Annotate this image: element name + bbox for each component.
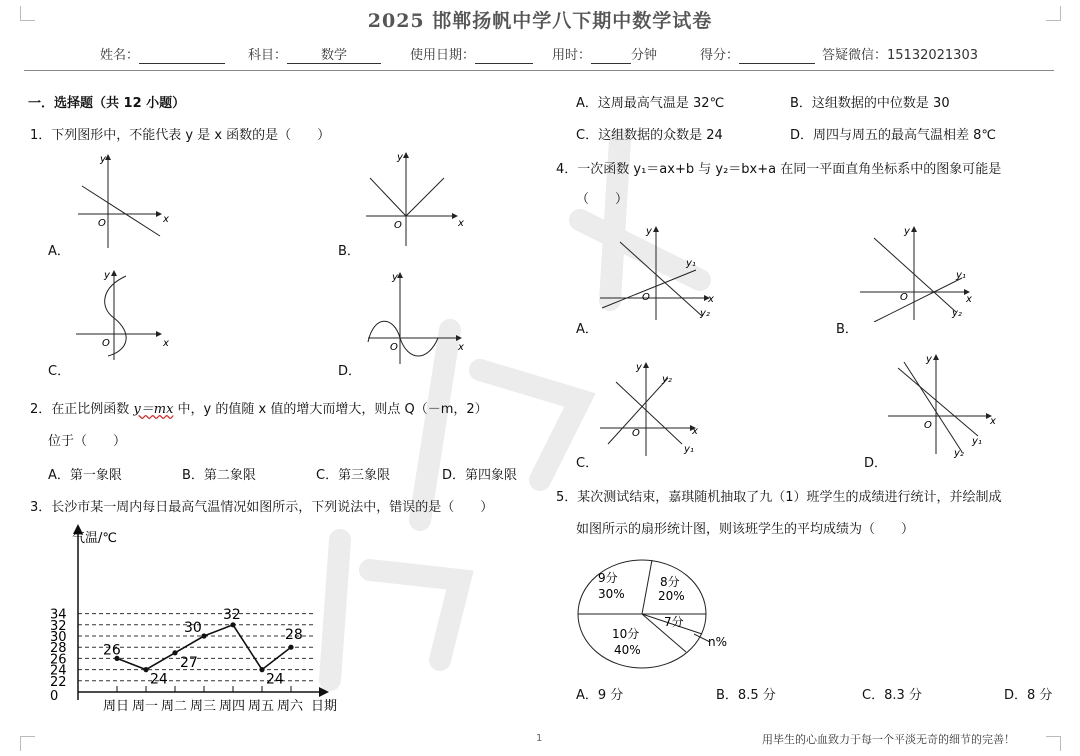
chart-x-tick-label: 周四: [219, 699, 246, 714]
q1a-y-label: y: [100, 154, 106, 165]
q4a-y2-label: y₂: [700, 308, 710, 319]
q2-option-d[interactable]: D．第四象限: [442, 468, 518, 483]
q4c-origin-label: O: [632, 428, 640, 439]
pie-pct-8: 20%: [658, 589, 685, 603]
q4a-y1-label: y₁: [686, 258, 696, 269]
q1-graph-a: [70, 150, 170, 250]
q2-formula: y＝mx: [133, 402, 174, 417]
q4b-y1-label: y₁: [956, 270, 966, 281]
pie-label-8: 8分: [660, 575, 680, 589]
corner-mark-bl: [20, 736, 35, 751]
chart-data-point: [172, 650, 177, 655]
chart-data-label: 28: [285, 627, 303, 644]
date-field: [410, 44, 533, 64]
chart-x-tick-label: 周一: [132, 699, 159, 714]
q4d-x-label: x: [990, 416, 996, 427]
q1a-x-label: x: [163, 214, 169, 225]
pie-pct-10: 40%: [614, 643, 641, 657]
q4c-y-label: y: [636, 362, 642, 373]
q1-graph-b: [360, 148, 470, 248]
q4b-y-label: y: [904, 226, 910, 237]
footer-motto: 用毕生的心血致力于每一个平淡无奇的细节的完善！: [762, 733, 1015, 746]
q4-option-a[interactable]: A．: [576, 322, 598, 337]
chart-origin-label: 0: [50, 689, 59, 704]
q4a-y-label: y: [646, 226, 652, 237]
contact-value: 15132021303: [887, 48, 978, 63]
chart-data-label: 30: [184, 620, 202, 636]
q1d-y-label: y: [392, 272, 398, 283]
q4c-x-label: x: [692, 426, 698, 437]
chart-data-label: 27: [180, 654, 198, 671]
chart-data-point: [230, 622, 235, 627]
q4-option-b[interactable]: B．: [836, 322, 858, 337]
chart-y-tick-label: 28: [50, 641, 67, 657]
chart-y-axis-label: 气温/℃: [72, 531, 117, 546]
chart-y-tick-label: 34: [50, 607, 67, 623]
q4b-origin-label: O: [900, 292, 908, 303]
q1b-x-label: x: [458, 218, 464, 229]
q4d-origin-label: O: [924, 420, 932, 431]
q1c-origin-label: O: [102, 338, 110, 349]
q4-option-d[interactable]: D．: [864, 456, 888, 471]
chart-y-tick-label: 22: [50, 674, 67, 690]
chart-x-tick-label: 周五: [248, 699, 275, 714]
pie-label-9: 9分: [598, 571, 618, 585]
chart-x-tick-label: 周六: [277, 699, 304, 714]
q1b-origin-label: O: [394, 220, 402, 231]
chart-data-label: 24: [150, 671, 168, 688]
chart-data-label: 32: [223, 606, 241, 623]
q3-option-a[interactable]: A．这周最高气温是 32℃: [576, 96, 725, 111]
q1-option-a[interactable]: A．: [48, 244, 70, 259]
q4b-y2-label: y₂: [952, 308, 962, 319]
page-title: 2025 邯郸扬帆中学八下期中数学试卷: [367, 10, 713, 32]
q1-graph-c: [70, 262, 180, 362]
q2-text-line2: 位于（ ）: [48, 434, 127, 449]
contact-label: 答疑微信：: [822, 48, 888, 63]
q5-text-line1: 5．某次测试结束，嘉琪随机抽取了九（1）班学生的成绩进行统计，并绘制成: [556, 490, 1002, 505]
q2-option-c[interactable]: C．第三象限: [316, 468, 391, 483]
score-label: 得分：: [700, 48, 740, 63]
q1-option-b[interactable]: B．: [338, 244, 360, 259]
chart-y-tick-label: 26: [50, 652, 67, 668]
subject-value: 数学: [287, 44, 381, 64]
q4-text: 4．一次函数 y₁＝ax+b 与 y₂＝bx+a 在同一平面直角坐标系中的图象可能是: [556, 162, 1002, 177]
q2-text: [30, 398, 488, 417]
q4-paren: （ ）: [576, 192, 629, 207]
q5-pie-chart: [572, 556, 752, 676]
q1b-y-label: y: [397, 152, 403, 163]
time-label: 用时：: [552, 48, 592, 63]
chart-x-axis-label: 日期: [311, 699, 338, 714]
q3-option-d[interactable]: D．周四与周五的最高气温相差 8℃: [790, 128, 997, 143]
q3-option-c[interactable]: C．这组数据的众数是 24: [576, 128, 723, 143]
q4-graph-a: [596, 222, 726, 322]
q2-option-b[interactable]: B．第二象限: [182, 468, 256, 483]
q2-text-a: 2．在正比例函数: [30, 402, 134, 417]
chart-x-tick-label: 周日: [103, 699, 130, 714]
subject-field: [248, 44, 381, 64]
chart-x-tick-label: 周二: [161, 699, 188, 714]
q1-graph-d: [362, 266, 472, 366]
contact-field: [822, 44, 978, 63]
chart-y-tick-label: 30: [50, 630, 67, 645]
chart-data-label: 26: [103, 642, 121, 659]
q5-option-a[interactable]: A．9 分: [576, 688, 624, 703]
section-title: 一．选择题（共 12 小题）: [28, 96, 186, 111]
q4a-origin-label: O: [642, 292, 650, 303]
chart-data-point: [143, 667, 148, 672]
q2-option-a[interactable]: A．第一象限: [48, 468, 122, 483]
temperature-chart: [40, 522, 340, 718]
q4c-y1-label: y₁: [684, 444, 694, 455]
chart-y-tick-label: 24: [50, 663, 67, 679]
pie-label-7: 7分: [664, 615, 684, 629]
page-number: 1: [536, 733, 543, 744]
date-label: 使用日期：: [410, 48, 476, 63]
q4b-x-label: x: [966, 294, 972, 305]
q1d-origin-label: O: [390, 342, 398, 353]
q1c-x-label: x: [163, 338, 169, 349]
chart-data-point: [288, 645, 293, 650]
pie-label-10: 10分: [612, 627, 640, 641]
time-unit: 分钟: [631, 48, 658, 63]
q2-text-b: 中，y 的值随 x 值的增大而增大，则点 Q（－m，2）: [173, 402, 488, 417]
chart-data-point: [201, 633, 206, 638]
q4c-y2-label: y₂: [662, 374, 672, 385]
q5-option-d[interactable]: D．8 分: [1004, 688, 1053, 703]
name-field: [100, 44, 225, 64]
q1-text: 1．下列图形中，不能代表 y 是 x 函数的是（ ）: [30, 128, 331, 143]
q5-option-b[interactable]: B．8.5 分: [716, 688, 776, 703]
q1c-y-label: y: [104, 270, 110, 281]
chart-x-tick-label: 周三: [190, 699, 217, 714]
q1-option-c[interactable]: C．: [48, 364, 71, 379]
q3-text: 3．长沙市某一周内每日最高气温情况如图所示，下列说法中，错误的是（ ）: [30, 500, 494, 515]
q1-option-d[interactable]: D．: [338, 364, 362, 379]
q5-option-c[interactable]: C．8.3 分: [862, 688, 922, 703]
pie-pct-9: 30%: [598, 587, 625, 601]
q4-graph-c: [596, 358, 716, 458]
q3-option-b[interactable]: B．这组数据的中位数是 30: [790, 96, 950, 111]
q4d-y2-label: y₂: [954, 448, 964, 459]
name-label: 姓名：: [100, 48, 140, 63]
q4d-y-label: y: [926, 354, 932, 365]
chart-data-point: [259, 667, 264, 672]
q4-graph-d: [886, 350, 998, 460]
q1d-x-label: x: [458, 342, 464, 353]
q4-graph-b: [856, 222, 982, 322]
q4d-y1-label: y₁: [972, 436, 982, 447]
q4a-x-label: x: [708, 294, 714, 305]
chart-data-label: 24: [266, 671, 284, 688]
header-rule: [24, 70, 1054, 71]
time-field: [552, 44, 657, 64]
pie-pct-n: n%: [708, 635, 728, 649]
q4-option-c[interactable]: C．: [576, 456, 599, 471]
chart-y-tick-label: 32: [50, 618, 67, 634]
score-field: [700, 44, 815, 64]
q5-text-line2: 如图所示的扇形统计图，则该班学生的平均成绩为（ ）: [576, 522, 915, 537]
corner-mark-br: [1046, 736, 1061, 751]
subject-label: 科目：: [248, 48, 288, 63]
q1a-origin-label: O: [98, 218, 106, 229]
